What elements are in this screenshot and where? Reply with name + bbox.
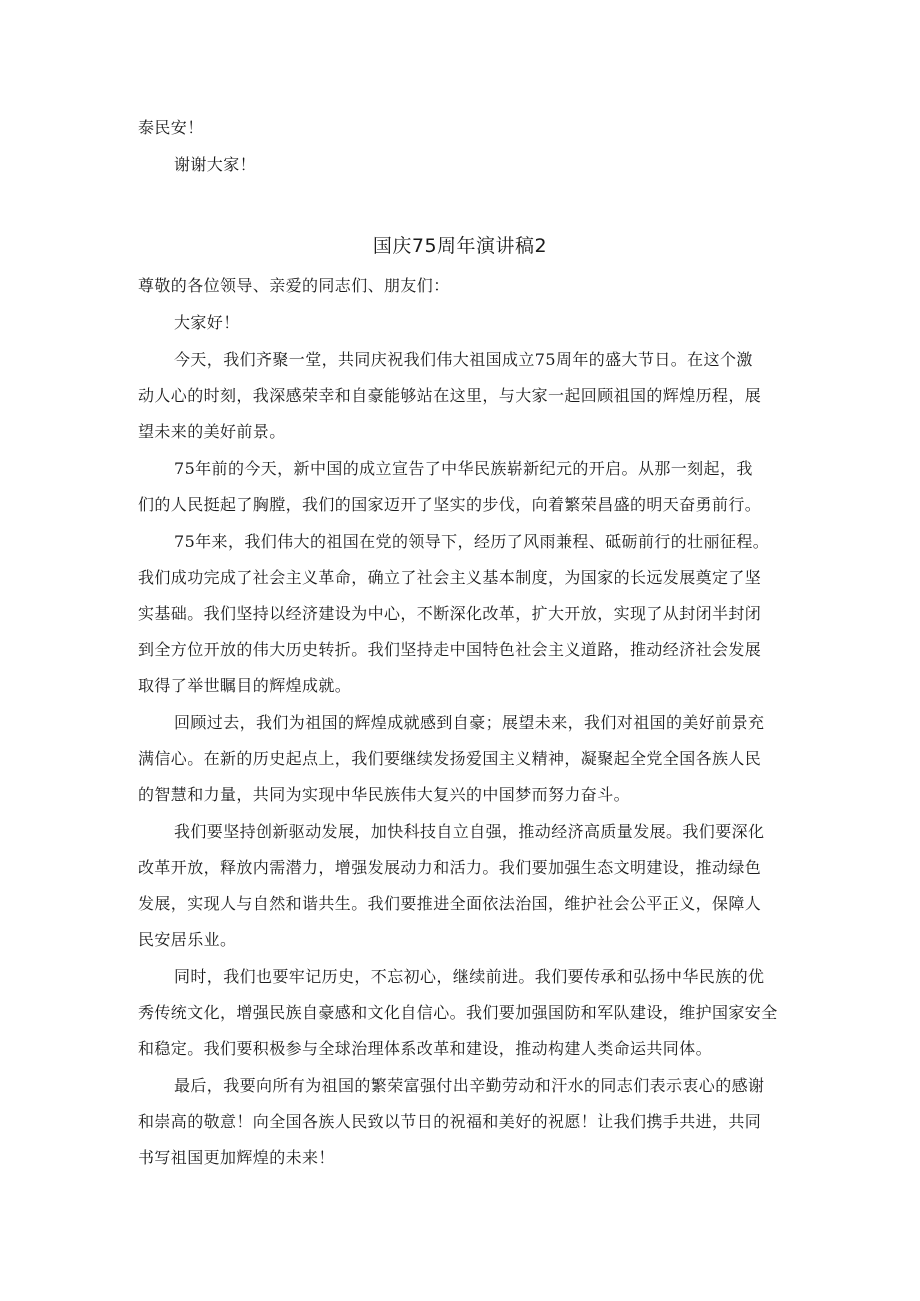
paragraph-line: 秀传统文化，增强民族自豪感和文化自信心。我们要加强国防和军队建设，维护国家安全 bbox=[138, 1003, 778, 1022]
paragraph-line: 到全方位开放的伟大历史转折。我们坚持走中国特色社会主义道路，推动经济社会发展 bbox=[138, 640, 762, 659]
paragraph-line: 动人心的时刻，我深感荣幸和自豪能够站在这里，与大家一起回顾祖国的辉煌历程，展 bbox=[138, 386, 762, 405]
paragraph-line: 和稳定。我们要积极参与全球治理体系改革和建设，推动构建人类命运共同体。 bbox=[138, 1039, 713, 1058]
paragraph-line: 取得了举世瞩目的辉煌成就。 bbox=[138, 676, 352, 695]
paragraph-line: 我们要坚持创新驱动发展，加快科技自立自强，推动经济高质量发展。我们要深化 bbox=[174, 822, 765, 841]
prev-closing-line: 泰民安！ bbox=[138, 118, 204, 137]
greeting: 大家好！ bbox=[174, 313, 240, 332]
paragraph-line: 民安居乐业。 bbox=[138, 930, 237, 949]
paragraph-line: 改革开放，释放内需潜力，增强发展动力和活力。我们要加强生态文明建设，推动绿色 bbox=[138, 858, 762, 877]
paragraph-line: 书写祖国更加辉煌的未来！ bbox=[138, 1148, 335, 1167]
paragraph-line: 的智慧和力量，共同为实现中华民族伟大复兴的中国梦而努力奋斗。 bbox=[138, 785, 631, 804]
paragraph-line: 我们成功完成了社会主义革命，确立了社会主义基本制度，为国家的长远发展奠定了坚 bbox=[138, 568, 762, 587]
speech-title: 国庆75周年演讲稿2 bbox=[372, 235, 548, 257]
paragraph-line: 们的人民挺起了胸膛，我们的国家迈开了坚实的步伐，向着繁荣昌盛的明天奋勇前行。 bbox=[138, 495, 762, 514]
paragraph-line: 实基础。我们坚持以经济建设为中心，不断深化改革，扩大开放，实现了从封闭半封闭 bbox=[138, 604, 762, 623]
paragraph-line: 和崇高的敬意！向全国各族人民致以节日的祝福和美好的祝愿！让我们携手共进，共同 bbox=[138, 1112, 762, 1131]
paragraph-line: 75年来，我们伟大的祖国在党的领导下，经历了风雨兼程、砥砺前行的壮丽征程。 bbox=[174, 532, 770, 551]
paragraph-line: 满信心。在新的历史起点上，我们要继续发扬爱国主义精神，凝聚起全党全国各族人民 bbox=[138, 749, 762, 768]
paragraph-line: 75年前的今天，新中国的成立宣告了中华民族崭新纪元的开启。从那一刻起，我 bbox=[174, 459, 753, 478]
paragraph-line: 最后，我要向所有为祖国的繁荣富强付出辛勤劳动和汗水的同志们表示衷心的感谢 bbox=[174, 1076, 765, 1095]
paragraph-line: 望未来的美好前景。 bbox=[138, 422, 286, 441]
paragraph-line: 发展，实现人与自然和谐共生。我们要推进全面依法治国，维护社会公平正义，保障人 bbox=[138, 894, 762, 913]
paragraph-line: 同时，我们也要牢记历史，不忘初心，继续前进。我们要传承和弘扬中华民族的优 bbox=[174, 967, 765, 986]
paragraph-line: 今天，我们齐聚一堂，共同庆祝我们伟大祖国成立75周年的盛大节日。在这个激 bbox=[174, 350, 753, 369]
paragraph-line: 回顾过去，我们为祖国的辉煌成就感到自豪；展望未来，我们对祖国的美好前景充 bbox=[174, 713, 765, 732]
prev-thanks-line: 谢谢大家！ bbox=[174, 155, 257, 174]
salutation: 尊敬的各位领导、亲爱的同志们、朋友们： bbox=[138, 276, 450, 295]
